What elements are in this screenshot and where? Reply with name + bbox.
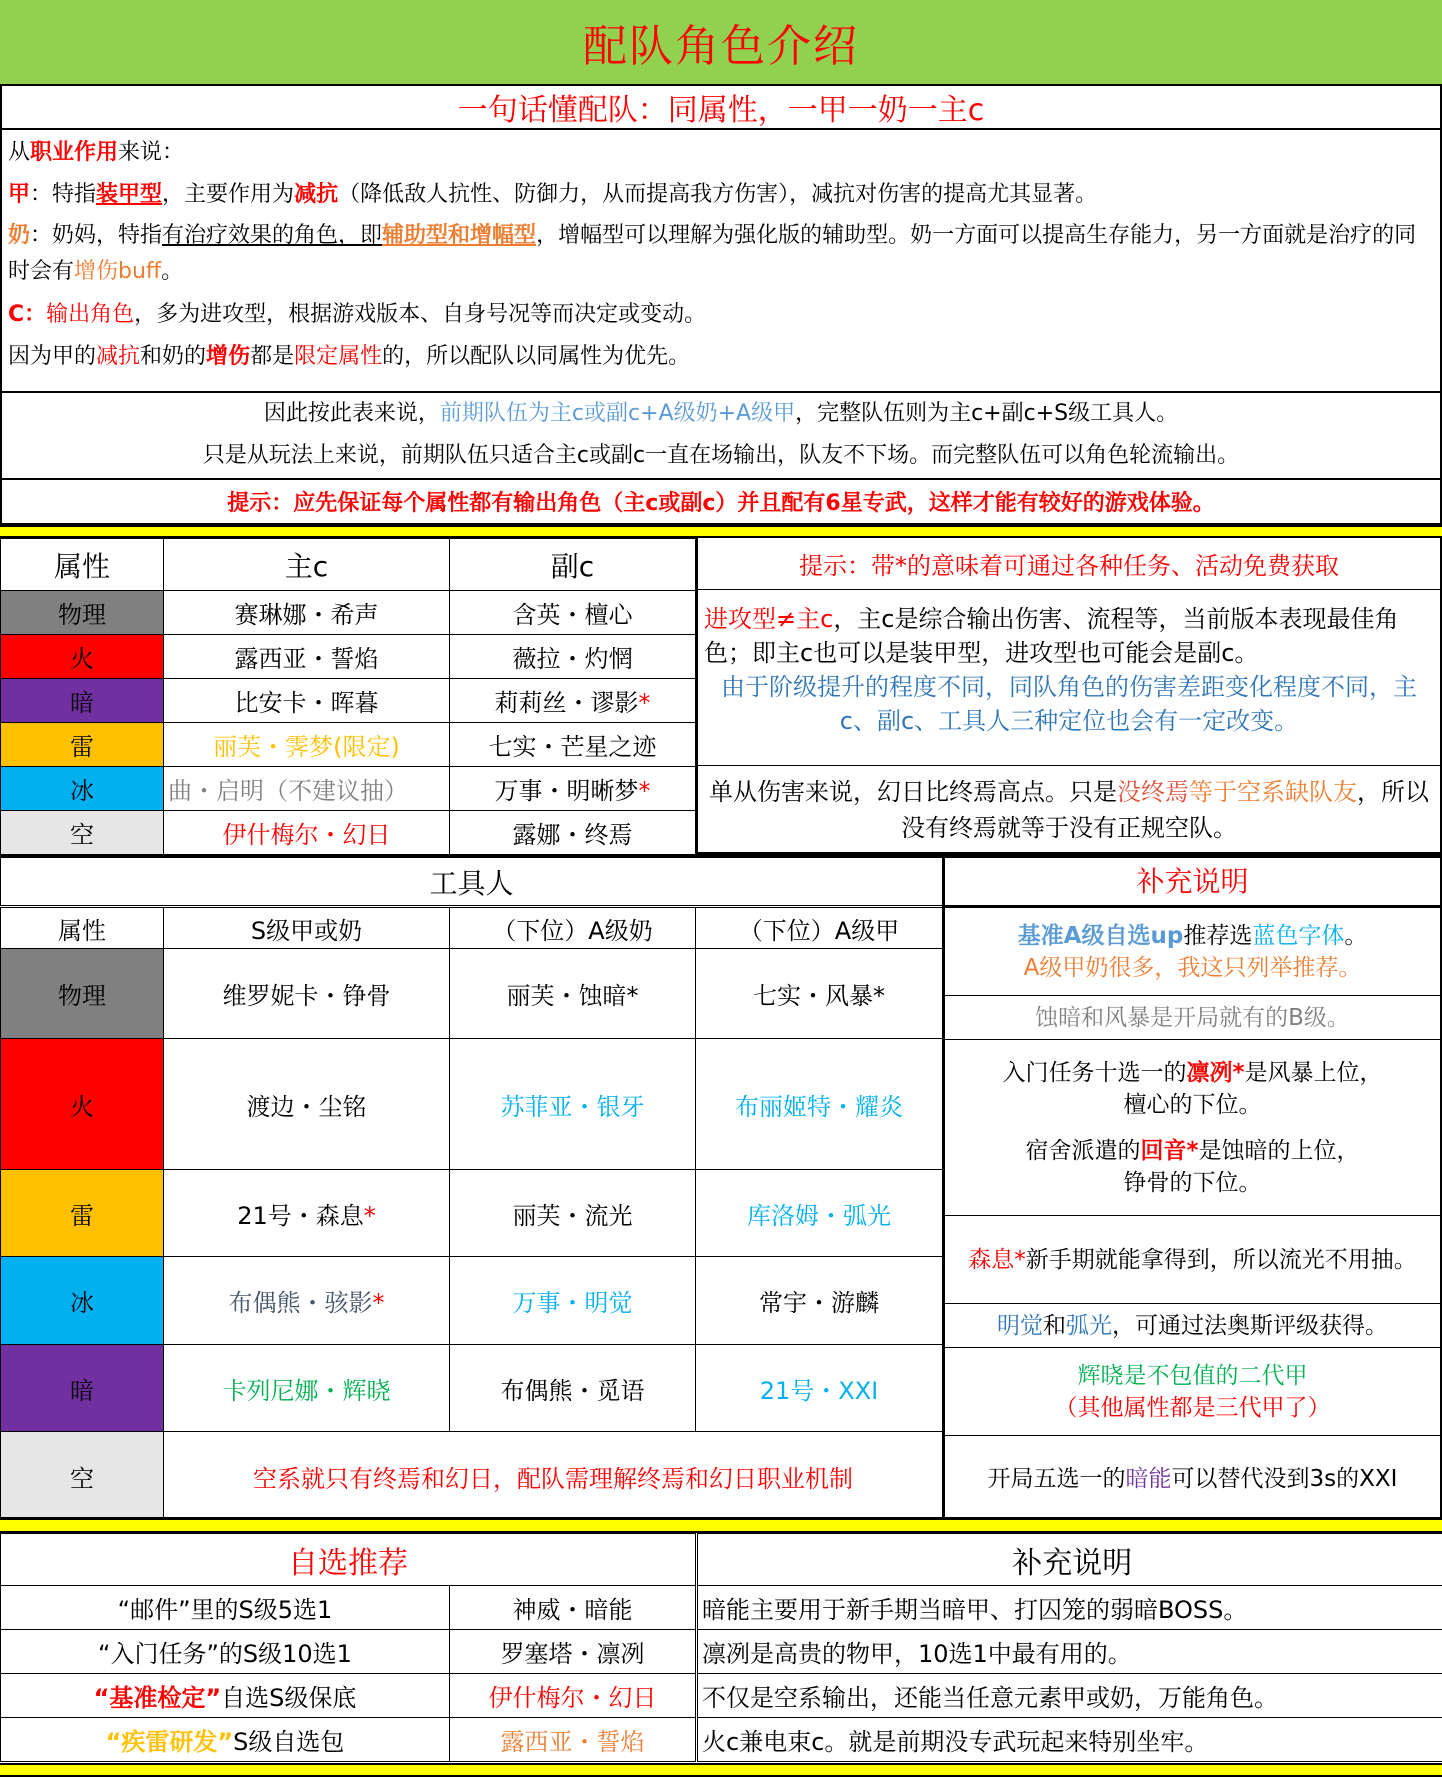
a-healer-cell: 布偶熊・觅语: [450, 1345, 696, 1432]
sub-c-cell: 露娜・终焉: [450, 811, 696, 855]
a-armor-cell: 布丽姬特・耀炎: [696, 1039, 943, 1170]
main-c-cell: 曲・启明（不建议抽）: [164, 767, 450, 811]
free-tip: 提示：带*的意味着可通过各种任务、活动免费获取: [698, 538, 1440, 590]
intro-line-healer: 奶：奶妈，特指有治疗效果的角色，即辅助型和增幅型，增幅型可以理解为强化版的辅助型。奶一方面可以提高生存能力，另一方面就是治疗的同时会有增伤buff。: [8, 223, 1417, 284]
tools-title-row: [1, 857, 943, 907]
source-cell: “疾雷研发”S级自选包: [1, 1718, 450, 1762]
tools-note-recommend: 基准A级自选up推荐选蓝色字体。 A级甲奶很多，我这只列举推荐。: [945, 908, 1440, 996]
intro-line-armor: 甲：特指装甲型，主要作用为减抗（降低敌人抗性、防御力，从而提高我方伤害），减抗对伤害的提高尤其显著。: [8, 182, 1098, 207]
tip-row: [0, 480, 1442, 525]
intro-line-carry: C：输出角色，多为进攻型，根据游戏版本、自身号况等而决定或变动。: [8, 302, 707, 327]
attr-cell: 火: [1, 1039, 164, 1170]
table-row: [1, 1170, 943, 1257]
header-a-healer: （下位）A级奶: [450, 907, 696, 949]
sub-c-cell: 七实・芒星之迹: [450, 723, 696, 767]
table-row: [697, 1674, 1442, 1718]
tools-table-header: [1, 907, 943, 949]
table-row: [1, 1586, 696, 1630]
main-c-cell: 丽芙・霁梦(限定): [164, 723, 450, 767]
main-c-cell: 伊什梅尔・幻日: [164, 811, 450, 855]
tools-note-faos: 明觉和弧光，可通过法奥斯评级获得。: [945, 1304, 1440, 1348]
a-armor-cell: 七实・风暴*: [696, 949, 943, 1039]
selection-notes-table: [695, 1533, 1442, 1762]
selection-table: [0, 1533, 696, 1762]
page-title: 配队角色介绍: [583, 21, 859, 72]
table-row: [1, 1718, 696, 1762]
a-armor-cell: 21号・XXI: [696, 1345, 943, 1432]
divider-bar: [0, 525, 1442, 538]
main-c-cell: 比安卡・晖暮: [164, 679, 450, 723]
table-row: [1, 1674, 696, 1718]
dps-note-void: 单从伤害来说，幻日比终焉高点。只是没终焉等于空系缺队友，所以没有终焉就等于没有正规空队。: [709, 778, 1429, 842]
tools-notes: [942, 855, 1442, 1519]
tools-notes-title: 补充说明: [945, 858, 1440, 908]
char-cell: 伊什梅尔・幻日: [450, 1674, 696, 1718]
table-row: [697, 1718, 1442, 1762]
table-row: [697, 1630, 1442, 1674]
char-cell: 露西亚・誓焰: [450, 1718, 696, 1762]
dps-table-header: [1, 539, 696, 591]
title-band: [0, 0, 1442, 86]
attr-cell: 冰: [1, 1257, 164, 1345]
subtitle: 一句话懂配队：同属性，一甲一奶一主c: [457, 93, 985, 128]
table-row: [1, 1257, 943, 1345]
header-main-c: 主c: [164, 539, 450, 591]
attr-cell: 空: [1, 811, 164, 855]
attr-cell: 物理: [1, 949, 164, 1039]
header-a-armor: （下位）A级甲: [696, 907, 943, 949]
s-tier-cell: 卡列尼娜・辉晓: [164, 1345, 450, 1432]
intro-block: [0, 130, 1442, 393]
attr-cell: 火: [1, 635, 164, 679]
team-summary-line1: 因此按此表来说，前期队伍为主c或副c+A级奶+A级甲，完整队伍则为主c+副c+S级工具人。: [263, 401, 1179, 426]
note-cell: 暗能主要用于新手期当暗甲、打囚笼的弱暗BOSS。: [697, 1586, 1442, 1630]
table-row: [1, 1432, 943, 1521]
table-row: [1, 679, 696, 723]
s-tier-cell: 21号・森息*: [164, 1170, 450, 1257]
char-cell: 罗塞塔・凛冽: [450, 1630, 696, 1674]
tools-note-anneng: 开局五选一的暗能可以替代没到3s的XXI: [987, 1466, 1398, 1492]
attr-cell: 冰: [1, 767, 164, 811]
char-cell: 神威・暗能: [450, 1586, 696, 1630]
a-healer-cell: 苏菲亚・银牙: [450, 1039, 696, 1170]
source-cell: “入门任务”的S级10选1: [1, 1630, 450, 1674]
a-healer-cell: 丽芙・流光: [450, 1170, 696, 1257]
dps-table: [0, 538, 696, 855]
note-cell: 不仅是空系输出，还能当任意元素甲或奶，万能角色。: [697, 1674, 1442, 1718]
team-summary-block: [0, 393, 1442, 480]
source-cell: “邮件”里的S级5选1: [1, 1586, 450, 1630]
tools-note-senxi: 森息*新手期就能拿得到，所以流光不用抽。: [945, 1216, 1440, 1304]
sub-c-cell: 薇拉・灼惘: [450, 635, 696, 679]
header-attr: 属性: [1, 907, 164, 949]
s-tier-cell: 维罗妮卡・铮骨: [164, 949, 450, 1039]
attr-cell: 雷: [1, 1170, 164, 1257]
divider-bar: [0, 1517, 1442, 1533]
note-cell: 凛冽是高贵的物甲，10选1中最有用的。: [697, 1630, 1442, 1674]
header-sub-c: 副c: [450, 539, 696, 591]
selection-notes-title: 补充说明: [697, 1534, 1442, 1586]
selection-header: [1, 1534, 696, 1586]
main-c-cell: 赛琳娜・希声: [164, 591, 450, 635]
a-armor-cell: 库洛姆・弧光: [696, 1170, 943, 1257]
attr-cell: 物理: [1, 591, 164, 635]
table-row: [1, 1345, 943, 1432]
dps-note-role: 进攻型≠主c，主c是综合输出伤害、流程等，当前版本表现最佳角色；即主c也可以是装甲型，进攻型也可能会是副c。 由于阶级提升的程度不同，同队角色的伤害差距变化程度不同，主c、副c、工具人三种定位也会有一定改变。: [698, 590, 1440, 766]
s-tier-cell: 渡边・尘铭: [164, 1039, 450, 1170]
tools-table: [0, 855, 943, 1521]
s-tier-cell: 布偶熊・骇影*: [164, 1257, 450, 1345]
a-armor-cell: 常宇・游麟: [696, 1257, 943, 1345]
team-summary-line2: 只是从玩法上来说，前期队伍只适合主c或副c一直在场输出，队友不下场。而完整队伍可以角色轮流输出。: [202, 443, 1240, 468]
attr-cell: 暗: [1, 1345, 164, 1432]
selection-notes-header: [697, 1534, 1442, 1586]
tools-note-b-tier: 蚀暗和风暴是开局就有的B级。: [945, 996, 1440, 1040]
subtitle-row: [0, 86, 1442, 130]
note-cell: 火c兼电束c。就是前期没专武玩起来特别坐牢。: [697, 1718, 1442, 1762]
tools-title: 工具人: [1, 857, 943, 907]
header-s-tier: S级甲或奶: [164, 907, 450, 949]
a-healer-cell: 万事・明觉: [450, 1257, 696, 1345]
table-row: [1, 1039, 943, 1170]
sub-c-cell: 万事・明晰梦*: [450, 767, 696, 811]
intro-line-reason: 因为甲的减抗和奶的增伤都是限定属性的，所以配队以同属性为优先。: [8, 344, 691, 369]
selection-title: 自选推荐: [1, 1534, 696, 1586]
table-row: [1, 591, 696, 635]
attr-cell: 空: [1, 1432, 164, 1521]
divider-bar: [0, 1763, 1442, 1777]
tip-text: 提示：应先保证每个属性都有输出角色（主c或副c）并且配有6星专武，这样才能有较好的游戏体验。: [227, 491, 1215, 516]
attr-cell: 雷: [1, 723, 164, 767]
table-row: [1, 723, 696, 767]
attr-cell: 暗: [1, 679, 164, 723]
table-row: [697, 1586, 1442, 1630]
sub-c-cell: 莉莉丝・谬影*: [450, 679, 696, 723]
table-row: [1, 635, 696, 679]
source-cell: “基准检定”自选S级保底: [1, 1674, 450, 1718]
table-row: [1, 767, 696, 811]
intro-line-role: 从职业作用来说：: [8, 140, 185, 165]
tools-note-huixiao: 辉晓是不包值的二代甲 （其他属性都是三代甲了）: [945, 1348, 1440, 1436]
main-c-cell: 露西亚・誓焰: [164, 635, 450, 679]
dps-notes: [695, 538, 1442, 855]
header-attr: 属性: [1, 539, 164, 591]
table-row: [1, 949, 943, 1039]
sub-c-cell: 含英・檀心: [450, 591, 696, 635]
tools-note-upgrades: 入门任务十选一的凛冽*是风暴上位， 檀心的下位。 宿舍派遣的回音*是蚀暗的上位， 铮骨的下位。: [945, 1040, 1440, 1216]
table-row: [1, 811, 696, 855]
void-merged-cell: 空系就只有终焉和幻日，配队需理解终焉和幻日职业机制: [164, 1432, 943, 1521]
table-row: [1, 1630, 696, 1674]
a-healer-cell: 丽芙・蚀暗*: [450, 949, 696, 1039]
